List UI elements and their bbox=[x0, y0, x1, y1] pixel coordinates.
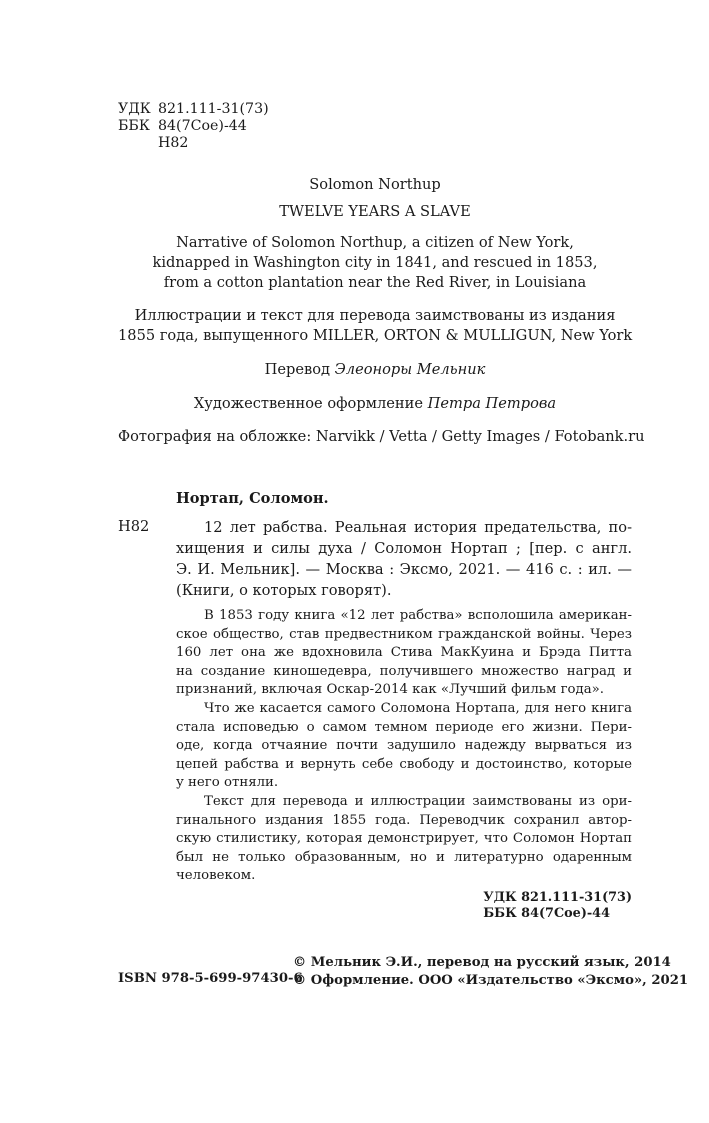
translator-name: Элеоноры Мельник bbox=[334, 361, 486, 378]
copyright-line: © Оформление. ООО «Издательство «Эксмо», 2021 bbox=[293, 972, 689, 988]
subtitle-line: Narrative of Solomon Northup, a citizen of New York, bbox=[176, 234, 574, 251]
udk-value: 821.111-31(73) bbox=[158, 101, 269, 117]
author-mark-row bbox=[118, 135, 269, 152]
copyright-line: © Мельник Э.И., перевод на русский язык, 2014 bbox=[293, 955, 671, 970]
original-author: Solomon Northup bbox=[309, 176, 441, 193]
annotation-paragraph bbox=[176, 607, 632, 700]
catalog-mark: Н82 bbox=[118, 518, 150, 535]
annotation-line: человеком. bbox=[176, 868, 256, 884]
annotation-line: скую стилистику, которая демонстрирует, что Соломон Нортап bbox=[176, 831, 632, 847]
original-title: TWELVE YEARS A SLAVE bbox=[279, 203, 471, 220]
annotation-line: оде, когда отчаяние почти задушило надежду вырваться из bbox=[176, 738, 632, 754]
source-line: 1855 года, выпущенного MILLER, ORTON & MULLIGUN, New York bbox=[118, 327, 633, 344]
annotation-line: признаний, включая Оскар-2014 как «Лучший фильм года». bbox=[176, 682, 605, 698]
annotation-paragraph bbox=[176, 700, 632, 793]
udk-row bbox=[118, 101, 269, 118]
annotation-line: В 1853 году книга «12 лет рабства» всполошила американ- bbox=[204, 608, 632, 623]
photo-sources: Narvikk / Vetta / Getty Images / Fotobank.ru bbox=[315, 428, 645, 445]
classification-block bbox=[118, 101, 269, 152]
bbk-value: 84(7Сое)-44 bbox=[158, 118, 247, 134]
source-note bbox=[118, 306, 632, 346]
annotation bbox=[176, 607, 632, 886]
annotation-line: ское общество, став предвестником гражданской войны. Через bbox=[176, 626, 632, 642]
description-line: (Книги, о которых говорят). bbox=[176, 582, 392, 599]
source-line: Иллюстрации и текст для перевода заимствованы из издания bbox=[134, 307, 616, 324]
annotation-line: цепей рабства и вернуть себе свободу и достоинство, которые bbox=[176, 756, 632, 772]
annotation-line: Текст для перевода и иллюстрации заимствованы из ори- bbox=[204, 793, 632, 809]
catalog-heading: Нортап, Соломон. bbox=[176, 490, 329, 507]
author-mark: Н82 bbox=[158, 135, 189, 151]
subtitle-line: kidnapped in Washington city in 1841, and rescued in 1853, bbox=[152, 254, 598, 271]
annotation-paragraph bbox=[176, 793, 632, 886]
annotation-line: стала исповедью о самом темном периоде его жизни. Пери- bbox=[176, 719, 632, 735]
design-credit bbox=[118, 394, 632, 414]
description-line: хищения и силы духа / Соломон Нортап ; [пер. с англ. bbox=[176, 540, 632, 557]
bbk-row bbox=[118, 118, 269, 135]
annotation-line: гинального издания 1855 года. Переводчик сохранил автор- bbox=[176, 812, 632, 828]
footer-bbk: ББК 84(7Сое)-44 bbox=[483, 906, 610, 921]
isbn: ISBN 978-5-699-97430-6 bbox=[118, 971, 303, 986]
photo-credit bbox=[118, 427, 645, 447]
annotation-line: 160 лет она же вдохновила Стива МакКуина и Брэда Питта bbox=[176, 645, 632, 661]
footer-codes bbox=[483, 890, 632, 922]
annotation-line: был не только образованным, но и литературно одаренным bbox=[176, 849, 632, 865]
bbk-label: ББК bbox=[118, 118, 150, 134]
design-label: Художественное оформление bbox=[193, 395, 424, 412]
translation-credit bbox=[118, 360, 632, 380]
copyright-block bbox=[293, 954, 688, 989]
original-subtitle bbox=[118, 233, 632, 293]
footer-udk: УДК 821.111-31(73) bbox=[483, 890, 632, 905]
annotation-line: Что же касается самого Соломона Нортапа, для него книга bbox=[204, 700, 632, 716]
udk-label: УДК bbox=[118, 101, 151, 117]
description-line: 12 лет рабства. Реальная история предательства, по- bbox=[204, 519, 632, 536]
catalog-description bbox=[176, 517, 632, 601]
translation-label: Перевод bbox=[264, 361, 330, 378]
photo-label: Фотография на обложке: bbox=[118, 428, 312, 445]
description-line: Э. И. Мельник]. — Москва : Эксмо, 2021. — 416 с. : ил. — bbox=[176, 561, 632, 578]
annotation-line: у него отняли. bbox=[176, 775, 279, 791]
subtitle-line: from a cotton plantation near the Red River, in Louisiana bbox=[163, 274, 587, 291]
designer-name: Петра Петрова bbox=[427, 395, 557, 412]
annotation-line: на создание киношедевра, получившего множество наград и bbox=[176, 663, 632, 679]
